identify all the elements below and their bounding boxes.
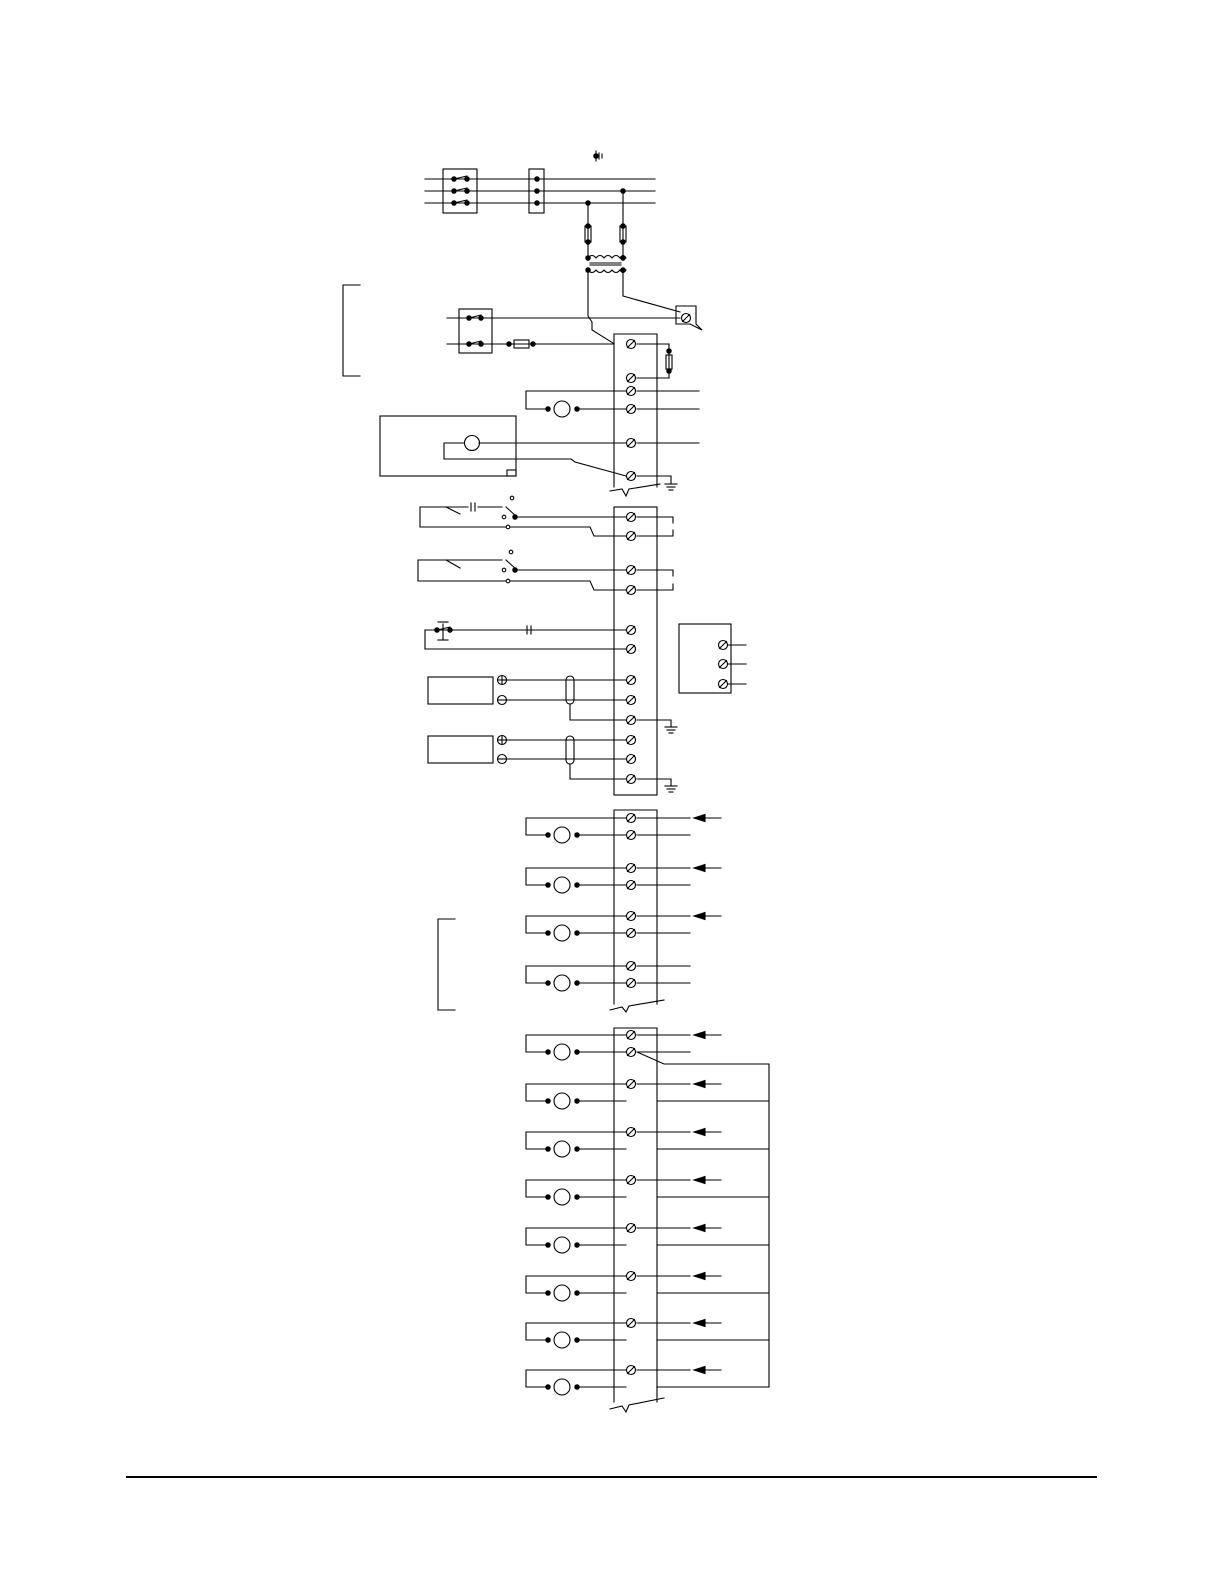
sensor-box-1 <box>428 677 493 704</box>
junction-dot <box>452 201 456 205</box>
terminal-screw-slash <box>628 567 635 574</box>
junction-dot <box>546 1099 550 1103</box>
sensor-box-2 <box>428 736 493 763</box>
relay-coil <box>554 877 570 893</box>
junction-dot <box>513 515 517 519</box>
terminal-screw-slash <box>628 832 635 839</box>
junction-dot <box>546 1385 550 1389</box>
junction-dot <box>535 201 539 205</box>
terminal-screw-slash <box>720 681 727 688</box>
terminal-screw-slash <box>628 440 635 447</box>
junction-dot <box>546 407 550 411</box>
terminal-screw-slash <box>628 913 635 920</box>
control-power-group <box>343 285 702 376</box>
junction-dot <box>546 1243 550 1247</box>
signal-arrow-head <box>694 1273 705 1280</box>
terminal-screw-slash <box>628 980 635 987</box>
terminal-screw-slash <box>628 1032 635 1039</box>
control-switch-box <box>459 309 492 353</box>
terminal-screw-slash <box>628 882 635 889</box>
junction-dot <box>467 316 471 320</box>
terminal-screw-slash <box>628 1320 635 1327</box>
signal-arrow-head <box>694 1320 705 1327</box>
terminal-screw-slash <box>628 963 635 970</box>
junction-dot <box>535 189 539 193</box>
junction-dot <box>448 628 452 632</box>
three-phase-supply <box>425 151 680 343</box>
junction-dot <box>594 154 598 158</box>
junction-dot <box>465 201 469 205</box>
junction-dot <box>546 833 550 837</box>
terminal-screw-slash <box>628 533 635 540</box>
contact-point <box>506 525 510 529</box>
junction-dot <box>479 316 483 320</box>
terminal-screw-slash <box>628 375 635 382</box>
terminal-strip-3 <box>438 810 664 1012</box>
junction-dot <box>465 177 469 181</box>
relay-coil <box>554 975 570 991</box>
terminal-screw-slash <box>628 815 635 822</box>
junction-dot <box>546 981 550 985</box>
junction-dot <box>546 883 550 887</box>
junction-dot <box>465 189 469 193</box>
junction-dot <box>586 240 590 244</box>
relay-coil <box>554 1285 570 1301</box>
relay-coil <box>554 1332 570 1348</box>
relay-coil <box>554 827 570 843</box>
terminal-screw-slash <box>628 1177 635 1184</box>
junction-dot <box>621 268 625 272</box>
junction-dot <box>546 1050 550 1054</box>
signal-arrow-head <box>694 1367 705 1374</box>
signal-arrow-head <box>694 1177 705 1184</box>
contact-point <box>509 550 513 554</box>
junction-dot <box>621 224 625 228</box>
junction-dot <box>621 189 625 193</box>
terminal-screw-slash <box>628 930 635 937</box>
junction-dot <box>507 342 511 346</box>
terminal-strip-4 <box>610 1028 769 1412</box>
contact-point <box>510 496 514 500</box>
junction-dot <box>546 1291 550 1295</box>
junction-dot <box>546 1147 550 1151</box>
footer-rule <box>126 1476 1097 1478</box>
terminal-screw-slash <box>683 315 690 322</box>
junction-dot <box>586 201 590 205</box>
contact-point <box>502 568 506 572</box>
terminal-screw-slash <box>628 1367 635 1374</box>
terminal-screw-slash <box>628 776 635 783</box>
terminal-strip-2 <box>418 503 746 795</box>
terminal-screw-slash <box>628 1129 635 1136</box>
junction-dot <box>513 568 517 572</box>
relay-coil <box>554 1189 570 1205</box>
junction-dot <box>586 224 590 228</box>
junction-dot <box>621 240 625 244</box>
junction-dot <box>479 342 483 346</box>
junction-dot <box>667 369 671 373</box>
aux-terminal-box <box>679 624 731 693</box>
relay-coil <box>554 1379 570 1395</box>
terminal-screw-slash <box>628 697 635 704</box>
junction-dot <box>621 256 625 260</box>
contact-point <box>506 579 510 583</box>
junction-dot <box>546 1338 550 1342</box>
bracket-control-power <box>343 285 360 376</box>
junction-dot <box>586 268 590 272</box>
terminal-screw-slash <box>628 1081 635 1088</box>
relay-coil <box>554 925 570 941</box>
terminal-screw-slash <box>628 1225 635 1232</box>
terminal-screw-slash <box>628 388 635 395</box>
junction-dot <box>546 931 550 935</box>
signal-arrow-head <box>694 1129 705 1136</box>
terminal-screw-slash <box>628 473 635 480</box>
signal-arrow-head <box>694 1032 705 1039</box>
terminal-screw-slash <box>628 1049 635 1056</box>
terminal-screw-slash <box>628 587 635 594</box>
relay-coil <box>554 1044 570 1060</box>
terminal-screw-slash <box>628 646 635 653</box>
terminal-screw-slash <box>720 642 727 649</box>
terminal-screw-slash <box>628 1273 635 1280</box>
signal-arrow-head <box>694 1081 705 1088</box>
terminal-screw-slash <box>720 661 727 668</box>
junction-dot <box>452 189 456 193</box>
remote-indicator <box>465 436 480 451</box>
junction-dot <box>575 407 579 411</box>
junction-dot <box>531 342 535 346</box>
junction-dot <box>667 349 671 353</box>
relay-coil <box>554 1237 570 1253</box>
junction-dot <box>535 177 539 181</box>
junction-dot <box>586 256 590 260</box>
terminal-screw-slash <box>628 514 635 521</box>
signal-arrow-head <box>694 913 705 920</box>
relay-coil <box>554 1141 570 1157</box>
relay-coil <box>554 401 570 417</box>
junction-dot <box>467 342 471 346</box>
bracket-outputs <box>438 919 455 1010</box>
terminal-screw-slash <box>628 627 635 634</box>
contact-point <box>502 515 506 519</box>
terminal-screw-slash <box>628 677 635 684</box>
signal-arrow-head <box>694 815 705 822</box>
junction-dot <box>435 628 439 632</box>
signal-arrow-head <box>694 865 705 872</box>
relay-coil <box>554 1093 570 1109</box>
terminal-screw-slash <box>628 865 635 872</box>
terminal-screw-slash <box>628 737 635 744</box>
junction-dot <box>452 177 456 181</box>
terminal-screw-slash <box>628 406 635 413</box>
terminal-screw-slash <box>628 756 635 763</box>
signal-arrow-head <box>694 1225 705 1232</box>
terminal-screw-slash <box>628 717 635 724</box>
remote-panel <box>380 416 516 476</box>
terminal-strip-1 <box>380 334 699 496</box>
terminal-screw-slash <box>628 341 635 348</box>
junction-dot <box>546 1195 550 1199</box>
